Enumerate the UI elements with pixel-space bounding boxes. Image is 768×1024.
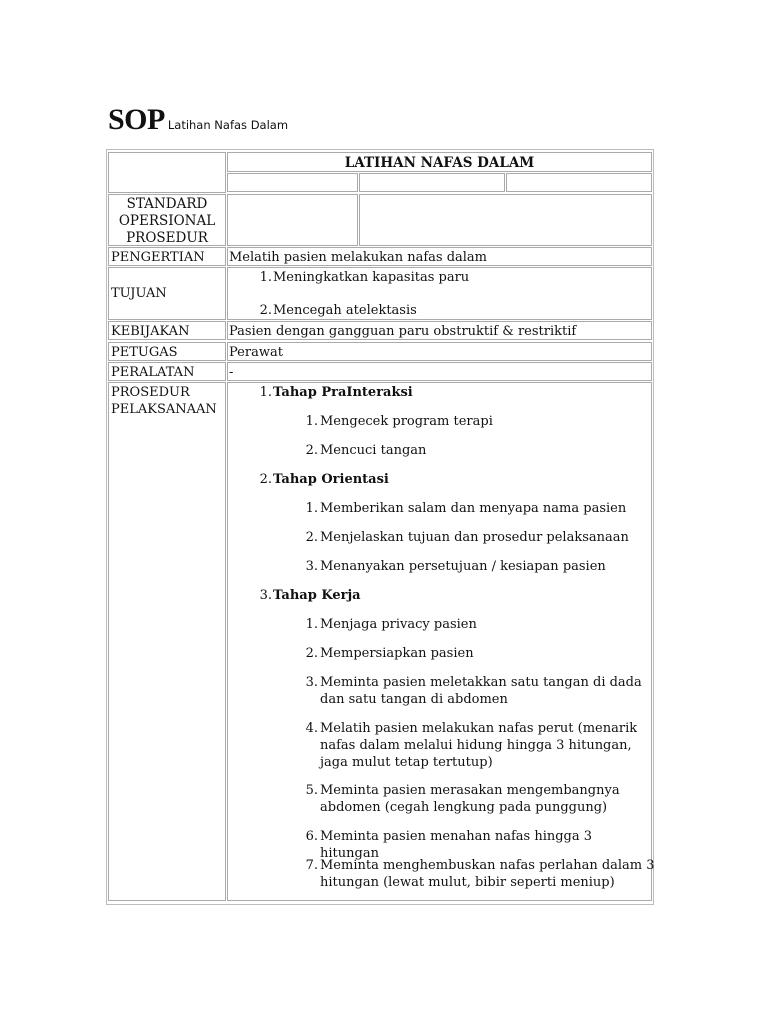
stage-number: 2. — [259, 472, 272, 487]
empty-cell — [227, 173, 358, 192]
stage-title: Tahap PraInteraksi — [273, 385, 413, 400]
step-text: Meminta pasien merasakan mengembangnya abdomen (cegah lengkung pada punggung) — [320, 783, 620, 815]
tujuan-label-cell — [108, 267, 226, 320]
tujuan-list-cell — [227, 267, 652, 320]
step-text: Meminta pasien meletakkan satu tangan di dada dan satu tangan di abdomen — [320, 675, 642, 707]
empty-cell — [359, 194, 652, 246]
list-number: 1. — [259, 270, 272, 285]
step-number: 2. — [305, 530, 318, 545]
pengertian-label: PENGERTIAN — [108, 247, 226, 266]
prosedur-label-cell — [108, 382, 226, 901]
step-text: Mengecek program terapi — [320, 414, 493, 429]
step-text: Memberikan salam dan menyapa nama pasien — [320, 501, 627, 516]
step-number: 5. — [305, 783, 318, 798]
step-number: 7. — [305, 858, 318, 873]
stage-number: 1. — [259, 385, 272, 400]
table-heading: LATIHAN NAFAS DALAM — [227, 152, 652, 172]
kebijakan-label: KEBIJAKAN — [108, 321, 226, 340]
step-number: 2. — [305, 443, 318, 458]
sop-title: SOP — [108, 103, 165, 136]
peralatan-value: - — [227, 362, 652, 381]
standard-label: STANDARD OPERSIONAL PROSEDUR — [118, 196, 216, 246]
empty-cell — [227, 194, 358, 246]
step-text: Meminta menghembuskan nafas perlahan dalam 3 hitungan (lewat mulut, bibir seperti meniup) — [320, 858, 655, 890]
step-text: Mempersiapkan pasien — [320, 646, 474, 661]
step-number: 4. — [305, 721, 318, 736]
prosedur-cell — [227, 382, 655, 901]
tujuan-label: TUJUAN — [111, 286, 167, 301]
step-text: Menjaga privacy pasien — [320, 617, 477, 632]
stage-number: 3. — [259, 588, 272, 603]
step-text: Meminta pasien menahan nafas hingga 3 hitungan — [320, 829, 593, 861]
step-number: 1. — [305, 617, 318, 632]
list-number: 2. — [259, 303, 272, 318]
stage-title: Tahap Orientasi — [273, 472, 389, 487]
step-number: 1. — [305, 501, 318, 516]
empty-cell — [506, 173, 652, 192]
step-text: Mencuci tangan — [320, 443, 427, 458]
document-subtitle: Latihan Nafas Dalam — [167, 118, 289, 132]
step-number: 3. — [305, 675, 318, 690]
step-text: Menjelaskan tujuan dan prosedur pelaksanaan — [320, 530, 629, 545]
step-number: 1. — [305, 414, 318, 429]
prosedur-label: PROSEDUR PELAKSANAAN — [111, 385, 217, 417]
petugas-value: Perawat — [227, 342, 652, 361]
kebijakan-value: Pasien dengan gangguan paru obstruktif & restriktif — [227, 321, 652, 340]
step-number: 3. — [305, 559, 318, 574]
pengertian-value: Melatih pasien melakukan nafas dalam — [227, 247, 652, 266]
sop-table — [106, 149, 654, 905]
step-text: Menanyakan persetujuan / kesiapan pasien — [320, 559, 606, 574]
petugas-label: PETUGAS — [108, 342, 226, 361]
document-title — [108, 103, 288, 137]
standard-label-cell — [108, 194, 226, 246]
logo-cell — [108, 152, 226, 193]
stage-title: Tahap Kerja — [273, 588, 361, 603]
tujuan-item: Meningkatkan kapasitas paru — [273, 270, 470, 285]
tujuan-item: Mencegah atelektasis — [273, 303, 417, 318]
step-text: Melatih pasien melakukan nafas perut (menarik nafas dalam melalui hidung hingga 3 hitungan, jaga mulut tetap tertutup) — [320, 721, 638, 770]
empty-cell — [359, 173, 505, 192]
step-number: 2. — [305, 646, 318, 661]
step-number: 6. — [305, 829, 318, 844]
peralatan-label: PERALATAN — [108, 362, 226, 381]
